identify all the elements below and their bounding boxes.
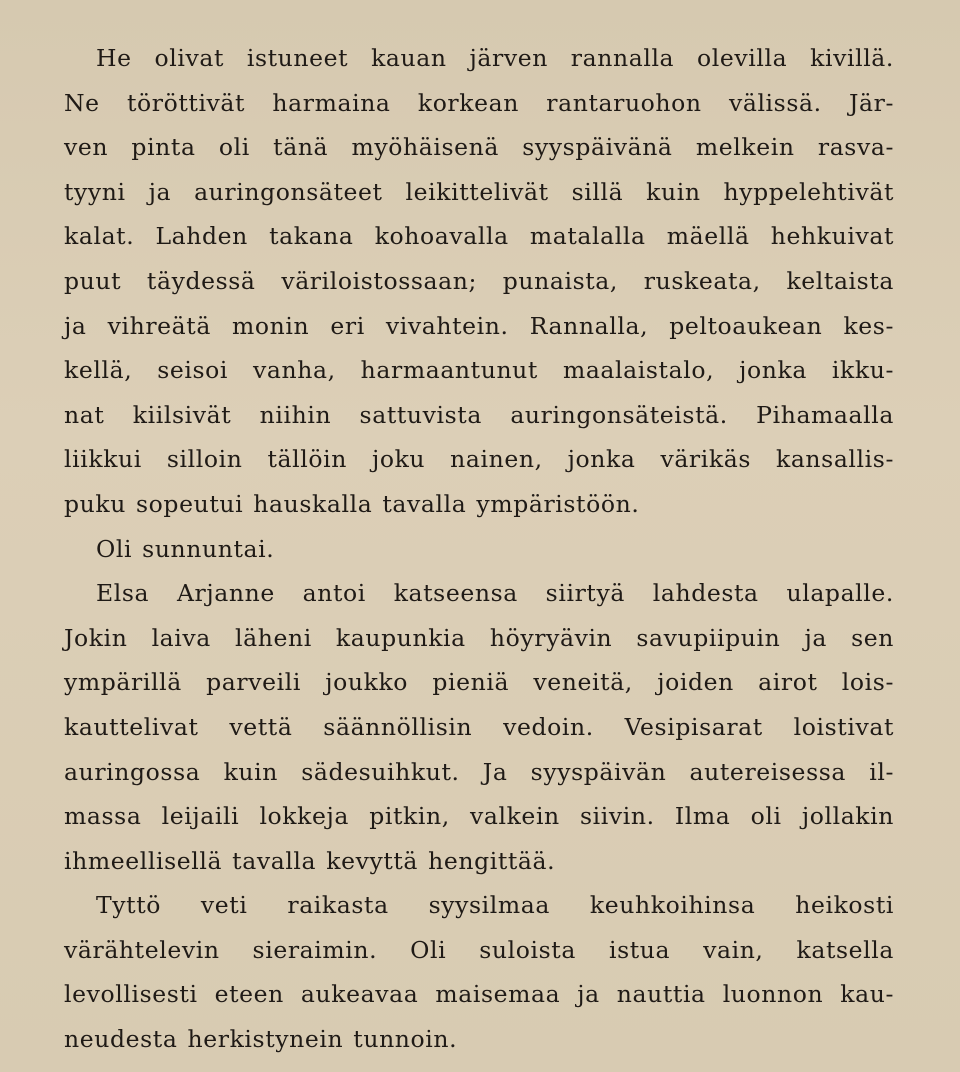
text-line: puut täydessä väriloistossaan; punaista, ruskeata, keltaista xyxy=(64,266,894,295)
text-line: ympärillä parveili joukko pieniä veneitä, joiden airot lois- xyxy=(64,668,894,697)
text-line: värähtelevin sieraimin. Oli suloista istua vain, katsella xyxy=(64,935,894,964)
text-line: auringossa kuin sädesuihkut. Ja syyspäivän autereisessa il- xyxy=(64,757,894,786)
text-line: Elsa Arjanne antoi katseensa siirtyä lahdesta ulapalle. xyxy=(96,579,894,608)
text-line: Tyttö veti raikasta syysilmaa keuhkoihinsa heikosti xyxy=(96,891,894,920)
text-line: He olivat istuneet kauan järven rannalla olevilla kivillä. xyxy=(96,44,894,72)
text-line: Ne töröttivät harmaina korkean rantaruohon välissä. Jär- xyxy=(64,88,894,117)
text-line: Oli sunnuntai. xyxy=(96,534,275,563)
text-line: nat kiilsivät niihin sattuvista auringonsäteistä. Pihamaalla xyxy=(64,400,894,429)
text-line: ven pinta oli tänä myöhäisenä syyspäivänä melkein rasva- xyxy=(64,133,894,162)
text-line: ihmeellisellä tavalla kevyttä hengittää. xyxy=(64,846,556,875)
text-line: liikkui silloin tällöin joku nainen, jonka värikäs kansallis- xyxy=(64,445,894,474)
paragraph-1 xyxy=(64,36,894,527)
text-line: levollisesti eteen aukeavaa maisemaa ja nauttia luonnon kau- xyxy=(64,980,894,1009)
text-line: kauttelivat vettä säännöllisin vedoin. Vesipisarat loistivat xyxy=(64,712,894,741)
text-line: tyyni ja auringonsäteet leikittelivät sillä kuin hyppelehtivät xyxy=(64,177,894,206)
paragraph-4 xyxy=(64,883,894,1061)
text-line: massa leijaili lokkeja pitkin, valkein siivin. Ilma oli jollakin xyxy=(64,802,894,831)
text-line: neudesta herkistynein tunnoin. xyxy=(64,1025,458,1054)
text-line: Jokin laiva läheni kaupunkia höyryävin savupiipuin ja sen xyxy=(64,623,894,652)
text-line: ja vihreätä monin eri vivahtein. Rannalla, peltoaukean kes- xyxy=(64,311,894,340)
paragraph-2 xyxy=(64,527,894,572)
text-line: kalat. Lahden takana kohoavalla matalalla mäellä hehkuivat xyxy=(64,222,894,251)
text-line: kellä, seisoi vanha, harmaantunut maalaistalo, jonka ikku- xyxy=(64,356,894,385)
paragraph-3 xyxy=(64,571,894,883)
text-line: puku sopeutui hauskalla tavalla ympäristöön. xyxy=(64,489,640,518)
